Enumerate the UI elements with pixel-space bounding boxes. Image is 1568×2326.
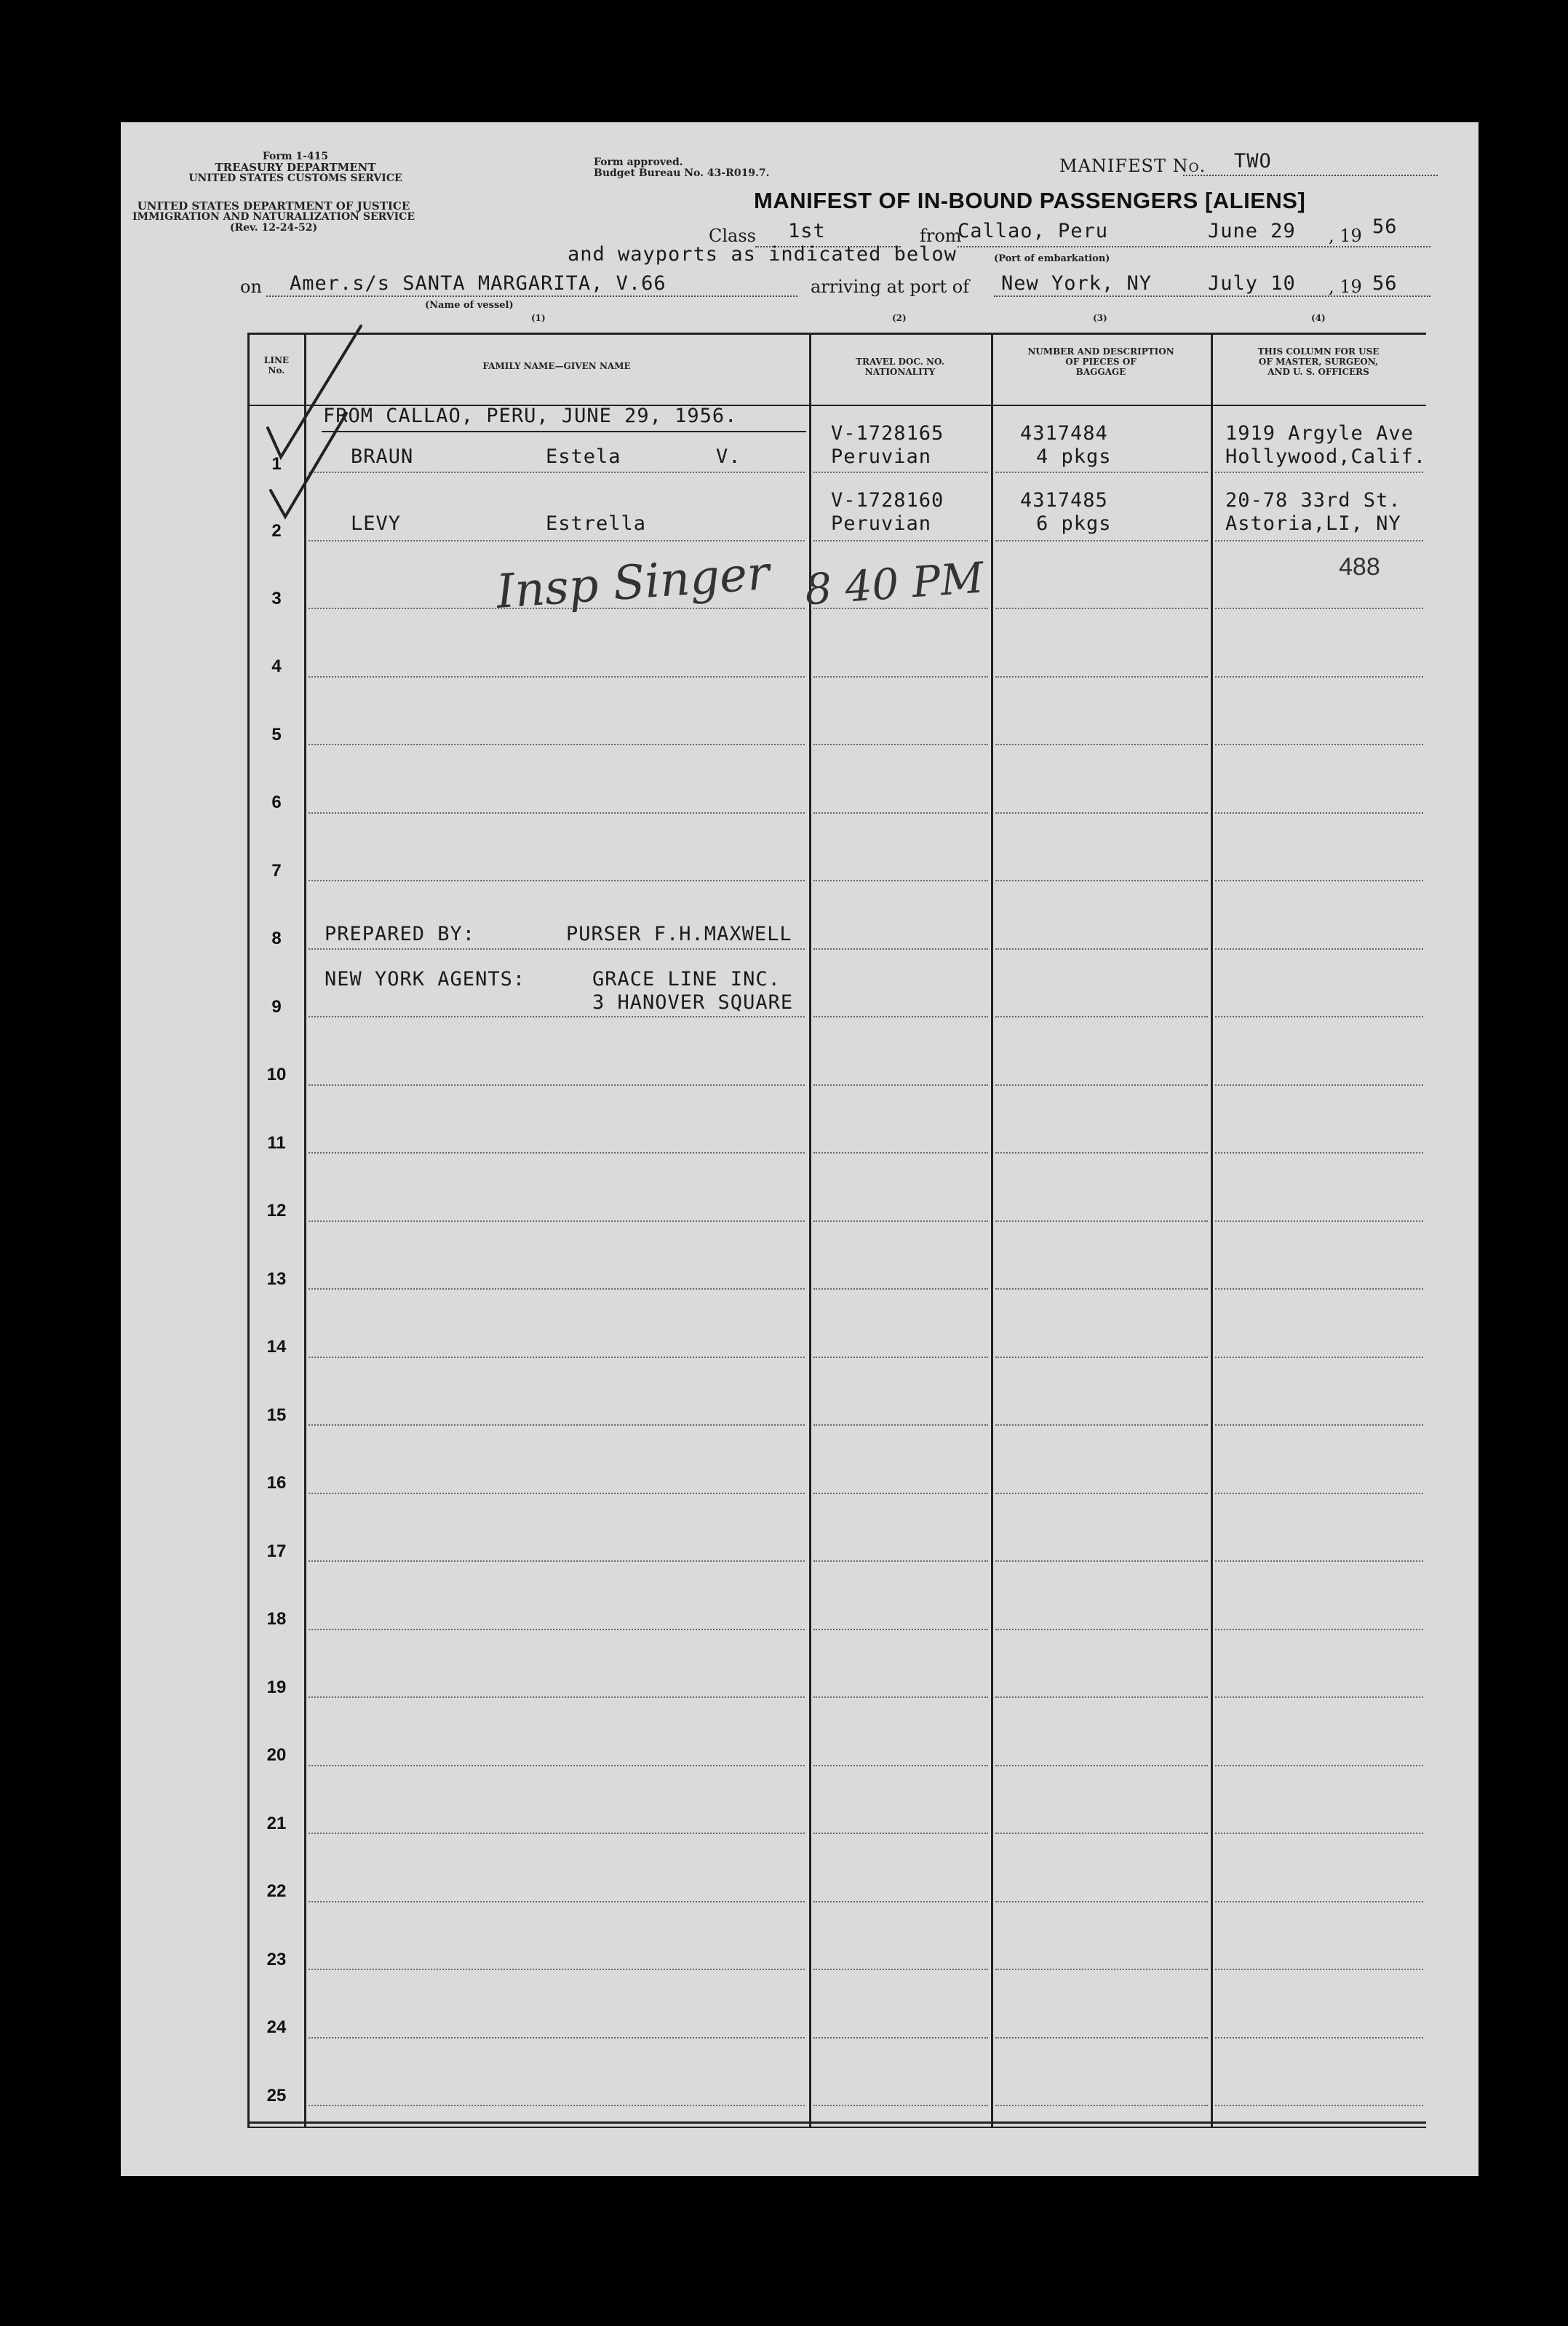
row-dotted-line	[995, 1357, 1208, 1358]
passenger-1-baggage-desc: 4 pkgs	[1036, 445, 1112, 468]
row-dotted-line	[1215, 1424, 1423, 1426]
line-number: 4	[271, 656, 282, 676]
row-dotted-line	[995, 1493, 1208, 1494]
line-number: 14	[266, 1337, 287, 1357]
row-dotted-line	[995, 1016, 1208, 1017]
form-revision: (Rev. 12-24-52)	[229, 222, 318, 234]
vessel-caption: (Name of vessel)	[425, 300, 514, 311]
handwritten-number: 488	[1339, 553, 1380, 581]
col-header-officers-3: AND U. S. OFFICERS	[1267, 367, 1369, 377]
row-dotted-line	[995, 1288, 1208, 1290]
row-dotted-line	[1215, 608, 1423, 609]
line-number: 25	[266, 2086, 287, 2105]
table-left-border	[247, 333, 250, 2127]
ny-agents-label: NEW YORK AGENTS:	[325, 968, 526, 991]
line-number: 12	[266, 1201, 287, 1220]
row-dotted-line	[309, 2037, 805, 2039]
col-header-travel	[809, 357, 991, 377]
arrival-dots	[994, 295, 1430, 297]
doj-name: UNITED STATES DEPARTMENT OF JUSTICE	[137, 199, 410, 213]
line-number: 11	[267, 1133, 286, 1153]
passenger-1-baggage-no: 4317484	[1020, 422, 1108, 445]
passenger-2-given-name: Estrella	[546, 512, 647, 535]
check-marks	[252, 319, 368, 552]
col-header-travel-2: NATIONALITY	[864, 367, 936, 377]
row-dotted-line	[309, 1560, 805, 1562]
row-dotted-line	[995, 2037, 1208, 2039]
row-dotted-line	[813, 1152, 988, 1154]
row-dotted-line	[1215, 2105, 1423, 2106]
passenger-1-doc-no: V-1728165	[831, 422, 944, 445]
line-number: 3	[271, 589, 282, 608]
doj-block	[121, 201, 426, 234]
row-dotted-line	[995, 1084, 1208, 1086]
line-number: 7	[271, 861, 282, 881]
passenger-1-family-name: BRAUN	[351, 445, 414, 468]
from-port: Callao, Peru	[958, 220, 1109, 242]
row-dotted-line	[813, 1560, 988, 1562]
row-dotted-line	[995, 472, 1208, 473]
row-dotted-line	[1215, 1969, 1423, 1970]
inspection-time: 8 40 PM	[803, 552, 986, 615]
inspector-signature: Insp Singer	[494, 546, 771, 620]
row-dotted-line	[309, 1493, 805, 1494]
budget-bureau: Budget Bureau No. 43-R019.7.	[594, 167, 770, 179]
row-dotted-line	[1215, 880, 1423, 881]
row-dotted-line	[309, 2105, 805, 2106]
travel-divider	[991, 333, 993, 2127]
row-dotted-line	[995, 540, 1208, 541]
row-dotted-line	[309, 812, 805, 814]
manifest-no-label: MANIFEST No.	[1059, 156, 1206, 176]
row-dotted-line	[1215, 2037, 1423, 2039]
row-dotted-line	[1215, 1765, 1423, 1766]
row-dotted-line	[995, 2105, 1208, 2106]
row-dotted-line	[309, 676, 805, 678]
passenger-1-nationality: Peruvian	[831, 445, 932, 468]
row-dotted-line	[813, 1288, 988, 1290]
row-dotted-line	[309, 1357, 805, 1358]
table-bottom-border-2	[247, 2127, 1426, 2128]
col-header-travel-1: TRAVEL DOC. NO.	[856, 357, 944, 367]
row-dotted-line	[309, 1016, 805, 1017]
manifest-paper	[121, 122, 1479, 2176]
arrival-date: July 10	[1208, 272, 1296, 295]
row-dotted-line	[813, 1016, 988, 1017]
passenger-1-initial: V.	[716, 445, 741, 468]
row-dotted-line	[1215, 1084, 1423, 1086]
table-bottom-border	[247, 2121, 1426, 2124]
manifest-no-dots	[1183, 175, 1438, 176]
row-dotted-line	[813, 1629, 988, 1630]
row-dotted-line	[995, 880, 1208, 881]
row-dotted-line	[813, 880, 988, 881]
line-number: 24	[266, 2017, 287, 2037]
treasury-dept: TREASURY DEPARTMENT	[215, 161, 376, 174]
row-dotted-line	[309, 948, 805, 950]
year-prefix-2: , 19	[1329, 277, 1362, 297]
row-dotted-line	[309, 1424, 805, 1426]
row-dotted-line	[309, 540, 805, 541]
prepared-by-label: PREPARED BY:	[325, 923, 476, 945]
baggage-divider	[1211, 333, 1213, 2127]
row-dotted-line	[309, 1901, 805, 1902]
passenger-2-nationality: Peruvian	[831, 512, 932, 535]
row-dotted-line	[1215, 1696, 1423, 1698]
passenger-2-baggage-desc: 6 pkgs	[1036, 512, 1112, 535]
col-header-baggage-3: BAGGAGE	[1075, 367, 1126, 377]
line-number: 22	[266, 1881, 287, 1901]
line-number: 21	[266, 1814, 287, 1833]
row-dotted-line	[995, 1629, 1208, 1630]
col-header-line-1: LINE	[263, 355, 290, 365]
line-number: 23	[266, 1950, 287, 1969]
year-1: 56	[1372, 215, 1398, 238]
row-dotted-line	[1215, 1152, 1423, 1154]
from-label: from	[920, 226, 962, 246]
row-dotted-line	[995, 676, 1208, 678]
ny-agents-line-2: 3 HANOVER SQUARE	[592, 991, 794, 1014]
line-number: 9	[271, 997, 282, 1017]
col-header-baggage-1: NUMBER AND DESCRIPTION	[1027, 346, 1174, 357]
line-number: 2	[271, 521, 282, 541]
row-dotted-line	[309, 1833, 805, 1834]
col-header-officers-1: THIS COLUMN FOR USE	[1257, 346, 1380, 357]
row-dotted-line	[995, 1220, 1208, 1222]
row-dotted-line	[813, 1901, 988, 1902]
col-number-4: (4)	[1311, 313, 1326, 323]
row-dotted-line	[813, 472, 988, 473]
prepared-by-value: PURSER F.H.MAXWELL	[566, 923, 792, 945]
row-dotted-line	[1215, 812, 1423, 814]
port-of-embarkation-caption: (Port of embarkation)	[994, 253, 1110, 264]
row-dotted-line	[995, 1833, 1208, 1834]
row-dotted-line	[309, 1765, 805, 1766]
row-dotted-line	[995, 948, 1208, 950]
row-dotted-line	[995, 1765, 1208, 1766]
row-dotted-line	[1215, 948, 1423, 950]
col-number-1: (1)	[531, 313, 546, 323]
row-dotted-line	[995, 1152, 1208, 1154]
row-dotted-line	[1215, 1220, 1423, 1222]
arrival-port: New York, NY	[1001, 272, 1153, 295]
customs-service: UNITED STATES CUSTOMS SERVICE	[188, 172, 402, 184]
row-dotted-line	[813, 2105, 988, 2106]
line-number: 5	[271, 725, 282, 745]
row-dotted-line	[309, 880, 805, 881]
row-dotted-line	[813, 744, 988, 745]
row-dotted-line	[995, 1901, 1208, 1902]
row-dotted-line	[995, 812, 1208, 814]
line-number: 16	[266, 1473, 287, 1493]
row-dotted-line	[1215, 1901, 1423, 1902]
vessel-dots	[266, 295, 797, 297]
manifest-no-value: TWO	[1234, 150, 1272, 172]
row-dotted-line	[995, 1560, 1208, 1562]
col-header-officers-2: OF MASTER, SURGEON,	[1258, 357, 1379, 367]
from-dots	[958, 246, 1430, 247]
col-header-officers	[1211, 346, 1426, 377]
line-number: 17	[266, 1541, 287, 1561]
row-dotted-line	[1215, 472, 1423, 473]
row-dotted-line	[813, 948, 988, 950]
line-number: 19	[266, 1678, 287, 1697]
row-dotted-line	[1215, 1493, 1423, 1494]
line-number: 8	[271, 929, 282, 948]
ny-agents-line-1: GRACE LINE INC.	[592, 968, 781, 991]
row-dotted-line	[1215, 1288, 1423, 1290]
row-dotted-line	[813, 1969, 988, 1970]
row-dotted-line	[1215, 1016, 1423, 1017]
line-number: 6	[271, 793, 282, 812]
row-dotted-line	[1215, 744, 1423, 745]
row-dotted-line	[813, 1696, 988, 1698]
row-dotted-line	[309, 1084, 805, 1086]
col-number-3: (3)	[1093, 313, 1107, 323]
line-number: 20	[266, 1745, 287, 1765]
passenger-1-address-1: 1919 Argyle Ave	[1225, 422, 1414, 445]
passenger-1-address-2: Hollywood,Calif.	[1225, 445, 1427, 468]
ins-name: IMMIGRATION AND NATURALIZATION SERVICE	[132, 211, 415, 223]
row-dotted-line	[813, 1765, 988, 1766]
row-dotted-line	[309, 1969, 805, 1970]
row-dotted-line	[813, 1424, 988, 1426]
passenger-1-given-name: Estela	[546, 445, 621, 468]
row-dotted-line	[813, 812, 988, 814]
row-dotted-line	[813, 1220, 988, 1222]
row-dotted-line	[813, 676, 988, 678]
row-dotted-line	[309, 472, 805, 473]
line-number: 1	[271, 454, 282, 474]
row-dotted-line	[813, 1357, 988, 1358]
passenger-2-address-2: Astoria,LI, NY	[1225, 512, 1401, 535]
on-label: on	[240, 277, 262, 297]
vessel-name: Amer.s/s SANTA MARGARITA, V.66	[290, 272, 666, 295]
arriving-label: arriving at port of	[811, 277, 970, 297]
row-dotted-line	[1215, 1357, 1423, 1358]
row-dotted-line	[309, 1288, 805, 1290]
row-dotted-line	[995, 744, 1208, 745]
form-number: Form 1-415	[262, 151, 329, 162]
row-dotted-line	[995, 608, 1208, 609]
row-dotted-line	[995, 1969, 1208, 1970]
row-dotted-line	[1215, 540, 1423, 541]
row-dotted-line	[813, 2037, 988, 2039]
row-dotted-line	[813, 1084, 988, 1086]
passenger-2-baggage-no: 4317485	[1020, 489, 1108, 512]
row-dotted-line	[813, 1833, 988, 1834]
row-dotted-line	[1215, 1833, 1423, 1834]
row-dotted-line	[309, 1152, 805, 1154]
row-dotted-line	[813, 540, 988, 541]
line-number: 10	[266, 1065, 287, 1084]
row-dotted-line	[1215, 1560, 1423, 1562]
approval-text: Form approved.	[594, 156, 683, 168]
row-dotted-line	[1215, 1629, 1423, 1630]
row-dotted-line	[309, 744, 805, 745]
row-dotted-line	[813, 1493, 988, 1494]
from-line: FROM CALLAO, PERU, JUNE 29, 1956.	[323, 405, 738, 427]
passenger-2-doc-no: V-1728160	[831, 489, 944, 512]
line-no-divider	[304, 333, 306, 2127]
row-dotted-line	[309, 1629, 805, 1630]
year-prefix-1: , 19	[1329, 226, 1362, 246]
year-2: 56	[1372, 272, 1398, 295]
from-line-underline	[322, 431, 806, 432]
passenger-2-family-name: LEVY	[351, 512, 402, 535]
line-number: 15	[266, 1405, 287, 1425]
wayports-line: and wayports as indicated below	[568, 243, 957, 266]
row-dotted-line	[309, 1220, 805, 1222]
col-header-line-2: No.	[268, 365, 285, 376]
line-number: 13	[266, 1269, 287, 1289]
row-dotted-line	[309, 1696, 805, 1698]
row-dotted-line	[995, 1424, 1208, 1426]
from-date: June 29	[1208, 220, 1296, 242]
col-header-baggage	[991, 346, 1211, 377]
line-number: 18	[266, 1609, 287, 1629]
passenger-2-address-1: 20-78 33rd St.	[1225, 489, 1401, 512]
row-dotted-line	[1215, 676, 1423, 678]
table-top-border	[247, 333, 1426, 335]
class-label: Class	[709, 226, 756, 246]
row-dotted-line	[995, 1696, 1208, 1698]
col-header-name: FAMILY NAME—GIVEN NAME	[482, 361, 631, 371]
col-header-baggage-2: OF PIECES OF	[1065, 357, 1137, 367]
col-number-2: (2)	[892, 313, 907, 323]
approval-block	[594, 157, 770, 179]
form-number-block	[179, 151, 412, 184]
manifest-title: MANIFEST OF IN-BOUND PASSENGERS [ALIENS]	[754, 188, 1306, 213]
class-value: 1st	[788, 220, 826, 242]
